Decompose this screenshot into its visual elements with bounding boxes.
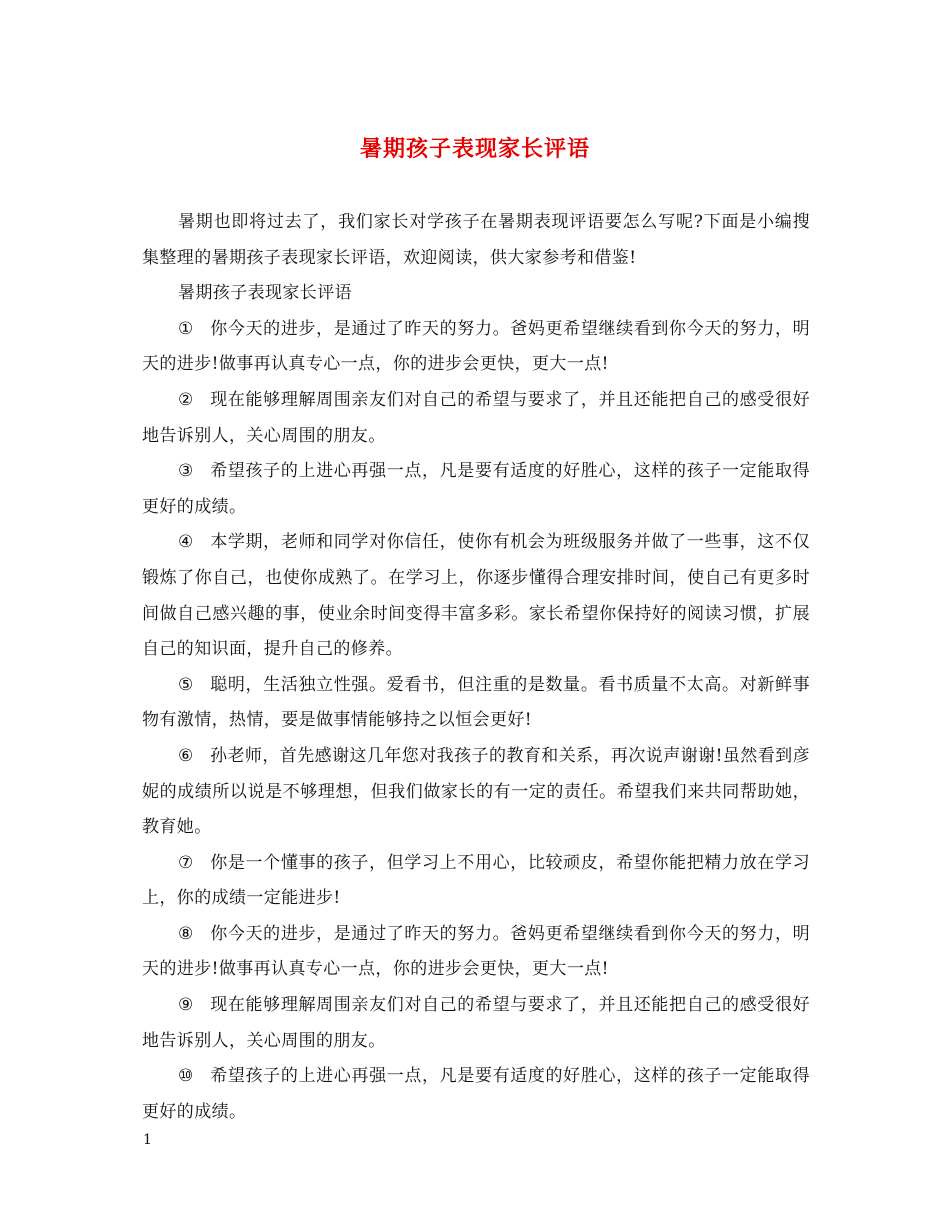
item-text: 本学期，老师和同学对你信任，使你有机会为班级服务并做了一些事，这不仅锻炼了你自己，也使你成熟了。在学习上，你逐步懂得合理安排时间，使自己有更多时间做自己感兴趣的事，使业余时间变得丰富多彩。家长希望你保持好的阅读习惯，扩展自己的知识面，提升自己的修养。 <box>142 532 810 660</box>
item-number: ⑦ <box>178 852 194 873</box>
list-item <box>142 917 810 988</box>
list-item <box>142 668 810 739</box>
item-number: ③ <box>178 461 194 482</box>
item-text: 你是一个懂事的孩子，但学习上不用心，比较顽皮，希望你能把精力放在学习上，你的成绩一定能进步! <box>142 852 810 909</box>
item-text: 聪明，生活独立性强。爱看书，但注重的是数量。看书质量不太高。对新鲜事物有激情，热情，要是做事情能够持之以恒会更好! <box>142 674 810 731</box>
item-number: ⑧ <box>178 923 194 944</box>
item-number: ④ <box>178 532 194 553</box>
item-text: 你今天的进步，是通过了昨天的努力。爸妈更希望继续看到你今天的努力，明天的进步!做事再认真专心一点，你的进步会更快，更大一点! <box>142 318 810 375</box>
list-item <box>142 454 810 525</box>
document-body <box>142 205 810 1130</box>
list-item <box>142 988 810 1059</box>
list-item <box>142 383 810 454</box>
document-title: 暑期孩子表现家长评语 <box>359 136 590 162</box>
list-item <box>142 846 810 917</box>
intro-paragraph: 暑期也即将过去了，我们家长对学孩子在暑期表现评语要怎么写呢?下面是小编搜集整理的暑期孩子表现家长评语，欢迎阅读，供大家参考和借鉴! <box>142 212 810 268</box>
item-number: ① <box>178 318 194 339</box>
page-number: 1 <box>143 1132 152 1148</box>
item-text: 现在能够理解周围亲友们对自己的希望与要求了，并且还能把自己的感受很好地告诉别人，关心周围的朋友。 <box>142 389 810 446</box>
item-number: ⑤ <box>178 674 194 695</box>
item-text: 希望孩子的上进心再强一点，凡是要有适度的好胜心，这样的孩子一定能取得更好的成绩。 <box>142 1066 810 1122</box>
list-item <box>142 1059 810 1130</box>
item-number: ⑥ <box>178 745 194 766</box>
item-text: 孙老师，首先感谢这几年您对我孩子的教育和关系，再次说声谢谢!虽然看到彦妮的成绩所以说是不够理想，但我们做家长的有一定的责任。希望我们来共同帮助她，教育她。 <box>142 745 810 838</box>
item-text: 你今天的进步，是通过了昨天的努力。爸妈更希望继续看到你今天的努力，明天的进步!做事再认真专心一点，你的进步会更快，更大一点! <box>142 923 810 980</box>
list-item <box>142 312 810 383</box>
list-item <box>142 739 810 846</box>
list-item <box>142 525 810 667</box>
subheading: 暑期孩子表现家长评语 <box>178 283 352 304</box>
item-number: ⑩ <box>178 1066 194 1087</box>
item-number: ② <box>178 389 194 410</box>
item-text: 现在能够理解周围亲友们对自己的希望与要求了，并且还能把自己的感受很好地告诉别人，关心周围的朋友。 <box>142 995 810 1051</box>
item-number: ⑨ <box>178 995 194 1016</box>
item-text: 希望孩子的上进心再强一点，凡是要有适度的好胜心，这样的孩子一定能取得更好的成绩。 <box>142 461 810 517</box>
